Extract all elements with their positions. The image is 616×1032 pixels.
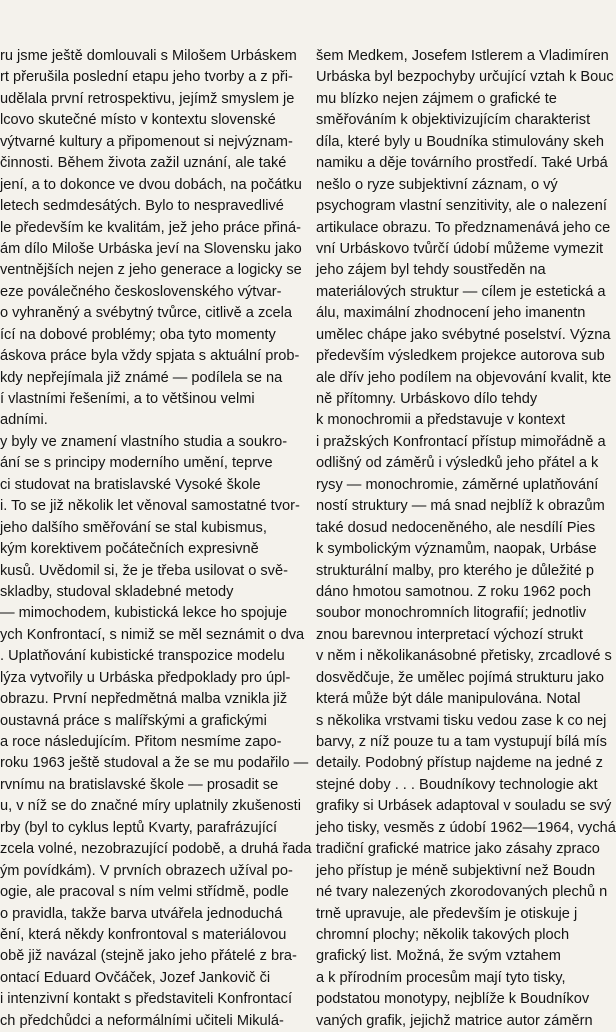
text-line: ch předchůdci a neformálními učiteli Mikulá- — [0, 1012, 284, 1029]
text-line: áskova práce byla vždy spjata s aktuální prob- — [0, 348, 300, 365]
text-line: ventnějších nejen z jeho generace a logicky se — [0, 262, 302, 279]
text-line: která může být dále manipulována. Notal — [316, 691, 581, 708]
text-line: y byly ve znamení vlastního studia a soukro- — [0, 433, 288, 450]
text-line: i. To se již několik let věnoval samostatné tvor- — [0, 498, 300, 515]
text-line: podstatou monotypy, nejblíže k Boudníkov — [316, 991, 590, 1008]
text-line: ych Konfrontací, s nimiž se měl seznámit o dva — [0, 626, 305, 643]
text-line: udělala první retrospektivu, jejímž smyslem je — [0, 90, 295, 107]
text-line: namiku a děje továrního prostředí. Také Urbá — [316, 155, 608, 172]
text-line: adními. — [0, 412, 48, 429]
text-line: kusů. Uvědomil si, že je třeba usilovat o svě- — [0, 562, 288, 579]
text-line: díla, které byly u Boudníka stimulovány skeh — [316, 133, 604, 150]
text-line: ící na dobové problémy; oba tyto momenty — [0, 326, 276, 343]
text-line: k symbolickým významům, naopak, Urbáse — [316, 541, 597, 558]
text-line: ale dřív jeho podílem na objevování kvalit, kte — [316, 369, 612, 386]
text-line: a k přírodním procesům mají tyto tisky, — [316, 969, 566, 986]
text-line: né tvary nalezených zkorodovaných plechů n — [316, 884, 608, 901]
text-line: tradiční grafické matrice jako zásahy zpraco — [316, 841, 600, 858]
text-line: lýza vytvořily u Urbáska předpoklady pro úpl- — [0, 669, 291, 686]
text-line: také dosud nedoceněného, ale nesdílí Pies — [316, 519, 596, 536]
text-line: směřováním k objektivizujícím charakterist — [316, 112, 591, 129]
text-line: artikulace obrazu. To předznamenává jeho ce — [316, 219, 611, 236]
text-line: í vlastními řešeními, a to většinou velmi — [0, 391, 255, 407]
text-line: roku 1963 ještě studoval a že se mu podařilo — — [0, 755, 309, 772]
text-line: lcovo skutečné místo v kontextu slovenské — [0, 112, 276, 129]
text-line: strukturální malby, pro kterého je důležité p — [316, 562, 594, 579]
text-column-right — [316, 46, 616, 1032]
text-line: u, v níž se do značné míry uplatnily zkušenosti — [0, 798, 301, 815]
text-line: ým povídkám). V prvních obrazech užíval po- — [0, 862, 293, 879]
text-line: o vyhraněný a svébytný tvůrce, citlivě a zcela — [0, 305, 293, 322]
text-line: trně upravuje, ale především je otiskuje j — [316, 905, 578, 922]
text-line: činnosti. Během života zažil uznání, ale také — [0, 155, 287, 172]
text-line: nešlo o ryze subjektivní záznam, o vý — [316, 176, 558, 193]
text-line: šem Medkem, Josefem Istlerem a Vladimíren — [316, 48, 609, 64]
text-line: rt přerušila poslední etapu jeho tvorby a z při- — [0, 69, 293, 86]
text-line: kdy nepřejímala již známé — podílela se na — [0, 369, 283, 386]
text-line: eze poválečného československého výtvar- — [0, 283, 282, 300]
text-line: a roce následujícím. Přitom nesmíme zapo- — [0, 734, 282, 750]
text-line: letech sedmdesátých. Bylo to nespravedlivé — [0, 198, 284, 215]
text-line: o pravidla, takže barva utvářela jednoduchá — [0, 905, 283, 922]
text-line: obrazu. První nepředmětná malba vznikla již — [0, 691, 288, 708]
text-line: psychogram vlastní senzitivity, ale o nalezení — [316, 198, 607, 215]
text-line: rysy — monochromie, záměrné uplatňování — [316, 476, 599, 493]
text-line: kým korektivem počátečních expresivně — [0, 541, 259, 558]
text-line: oustavná práce s malířskými a grafickými — [0, 712, 267, 729]
text-line: zcela volné, nezobrazující podobě, a druhá řada — [0, 841, 312, 858]
text-line: rby (byl to cyklus leptů Kvarty, parafrázující — [0, 819, 278, 836]
text-line: především výsledkem projekce autorova sub — [316, 348, 605, 365]
text-line: grafiky si Urbásek adaptoval v souladu se svý — [316, 798, 612, 815]
text-line: grafický list. Možná, že svým vztahem — [316, 948, 561, 965]
text-line: v něm i několikanásobné přetisky, zrcadlové s — [316, 648, 612, 665]
text-line: ontací Eduard Ovčáček, Jozef Jankovič či — [0, 969, 271, 986]
text-line: k monochromii a představuje v kontext — [316, 412, 566, 429]
text-line: le především ke kvalitám, jež jeho práce přiná- — [0, 219, 301, 236]
text-line: s několika vrstvami tisku vedou zase k co nej — [316, 712, 607, 729]
text-line: barvy, z níž pouze tu a tam vystupují bílá mís — [316, 734, 607, 750]
text-line: stejné doby . . . Boudníkovy technologie akt — [316, 776, 598, 793]
text-line: ění, která někdy konfrontoval s materiálovou — [0, 926, 287, 943]
text-line: jeho dalšího směřování se stal kubismus, — [0, 519, 267, 536]
text-line: ám dílo Miloše Urbáska jeví na Slovensku jako — [0, 240, 302, 257]
text-line: i intenzivní kontakt s představiteli Konfrontací — [0, 991, 293, 1008]
text-line: dáno hmotou samotnou. Z roku 1962 poch — [316, 583, 592, 600]
text-line: ru jsme ještě domlouvali s Milošem Urbáskem — [0, 48, 297, 64]
text-line: jeho tisky, vesměs z údobí 1962—1964, vychá — [316, 819, 616, 836]
text-line: vní Urbáskovo tvůrčí údobí můžeme vymezit — [316, 240, 604, 257]
text-line: soubor monochromních litografií; jednotliv — [316, 605, 587, 622]
text-line: . Uplatňování kubistické transpozice modelu — [0, 648, 285, 665]
text-line: skladby, studoval skladebné metody — [0, 583, 234, 600]
text-line: chromní plochy; několik takových ploch — [316, 926, 570, 943]
text-line: vaných grafik, jejichž matrice autor záměrn — [316, 1012, 593, 1029]
text-line: — mimochodem, kubistická lekce ho spojuje — [0, 605, 288, 622]
text-line: výtvarné kultury a připomenout si nejvýznam- — [0, 133, 293, 150]
text-line: obě již navázal (stejně jako jeho přátelé z bra- — [0, 948, 297, 965]
text-line: umělec chápe jako svébytné poselství. Význa — [316, 326, 611, 343]
text-line: ci studovat na bratislavské Vysoké škole — [0, 476, 261, 493]
text-line: Urbáska byl bezpochyby určující vztah k Bouc — [316, 69, 614, 86]
text-line: álu, maximální zhodnocení jeho imanentn — [316, 305, 586, 322]
text-line: ogie, ale pracoval s ním velmi střídmě, podle — [0, 884, 289, 901]
text-line: ání se s principy moderního umění, teprve — [0, 455, 273, 472]
text-line: ností struktury — má snad nejblíž k obrazům — [316, 498, 605, 515]
text-line: odlišný od záměrů i výsledků jeho přátel a k — [316, 455, 599, 472]
text-column-left — [0, 46, 312, 1032]
text-line: jeho zájem byl tehdy soustředěn na — [316, 262, 546, 279]
text-line: materiálových struktur — cílem je estetická a — [316, 283, 606, 300]
text-line: rvnímu na bratislavské škole — prosadit se — [0, 776, 279, 793]
text-line: znou barevnou interpretací výchozí strukt — [316, 626, 583, 643]
text-line: mu blízko nejen zájmem o grafické te — [316, 90, 557, 107]
text-line: detaily. Podobný přístup najdeme na jedné z — [316, 755, 603, 772]
text-line: i pražských Konfrontací přístup mimořádně a — [316, 433, 606, 450]
text-line: jení, a to dokonce ve dvou dobách, na počátku — [0, 176, 302, 193]
text-line: ně přítomny. Urbáskovo dílo tehdy — [316, 391, 538, 407]
text-line: jeho přístup je méně subjektivní než Boudn — [316, 862, 596, 879]
text-line: dosvědčuje, že umělec pojímá strukturu jako — [316, 669, 604, 686]
